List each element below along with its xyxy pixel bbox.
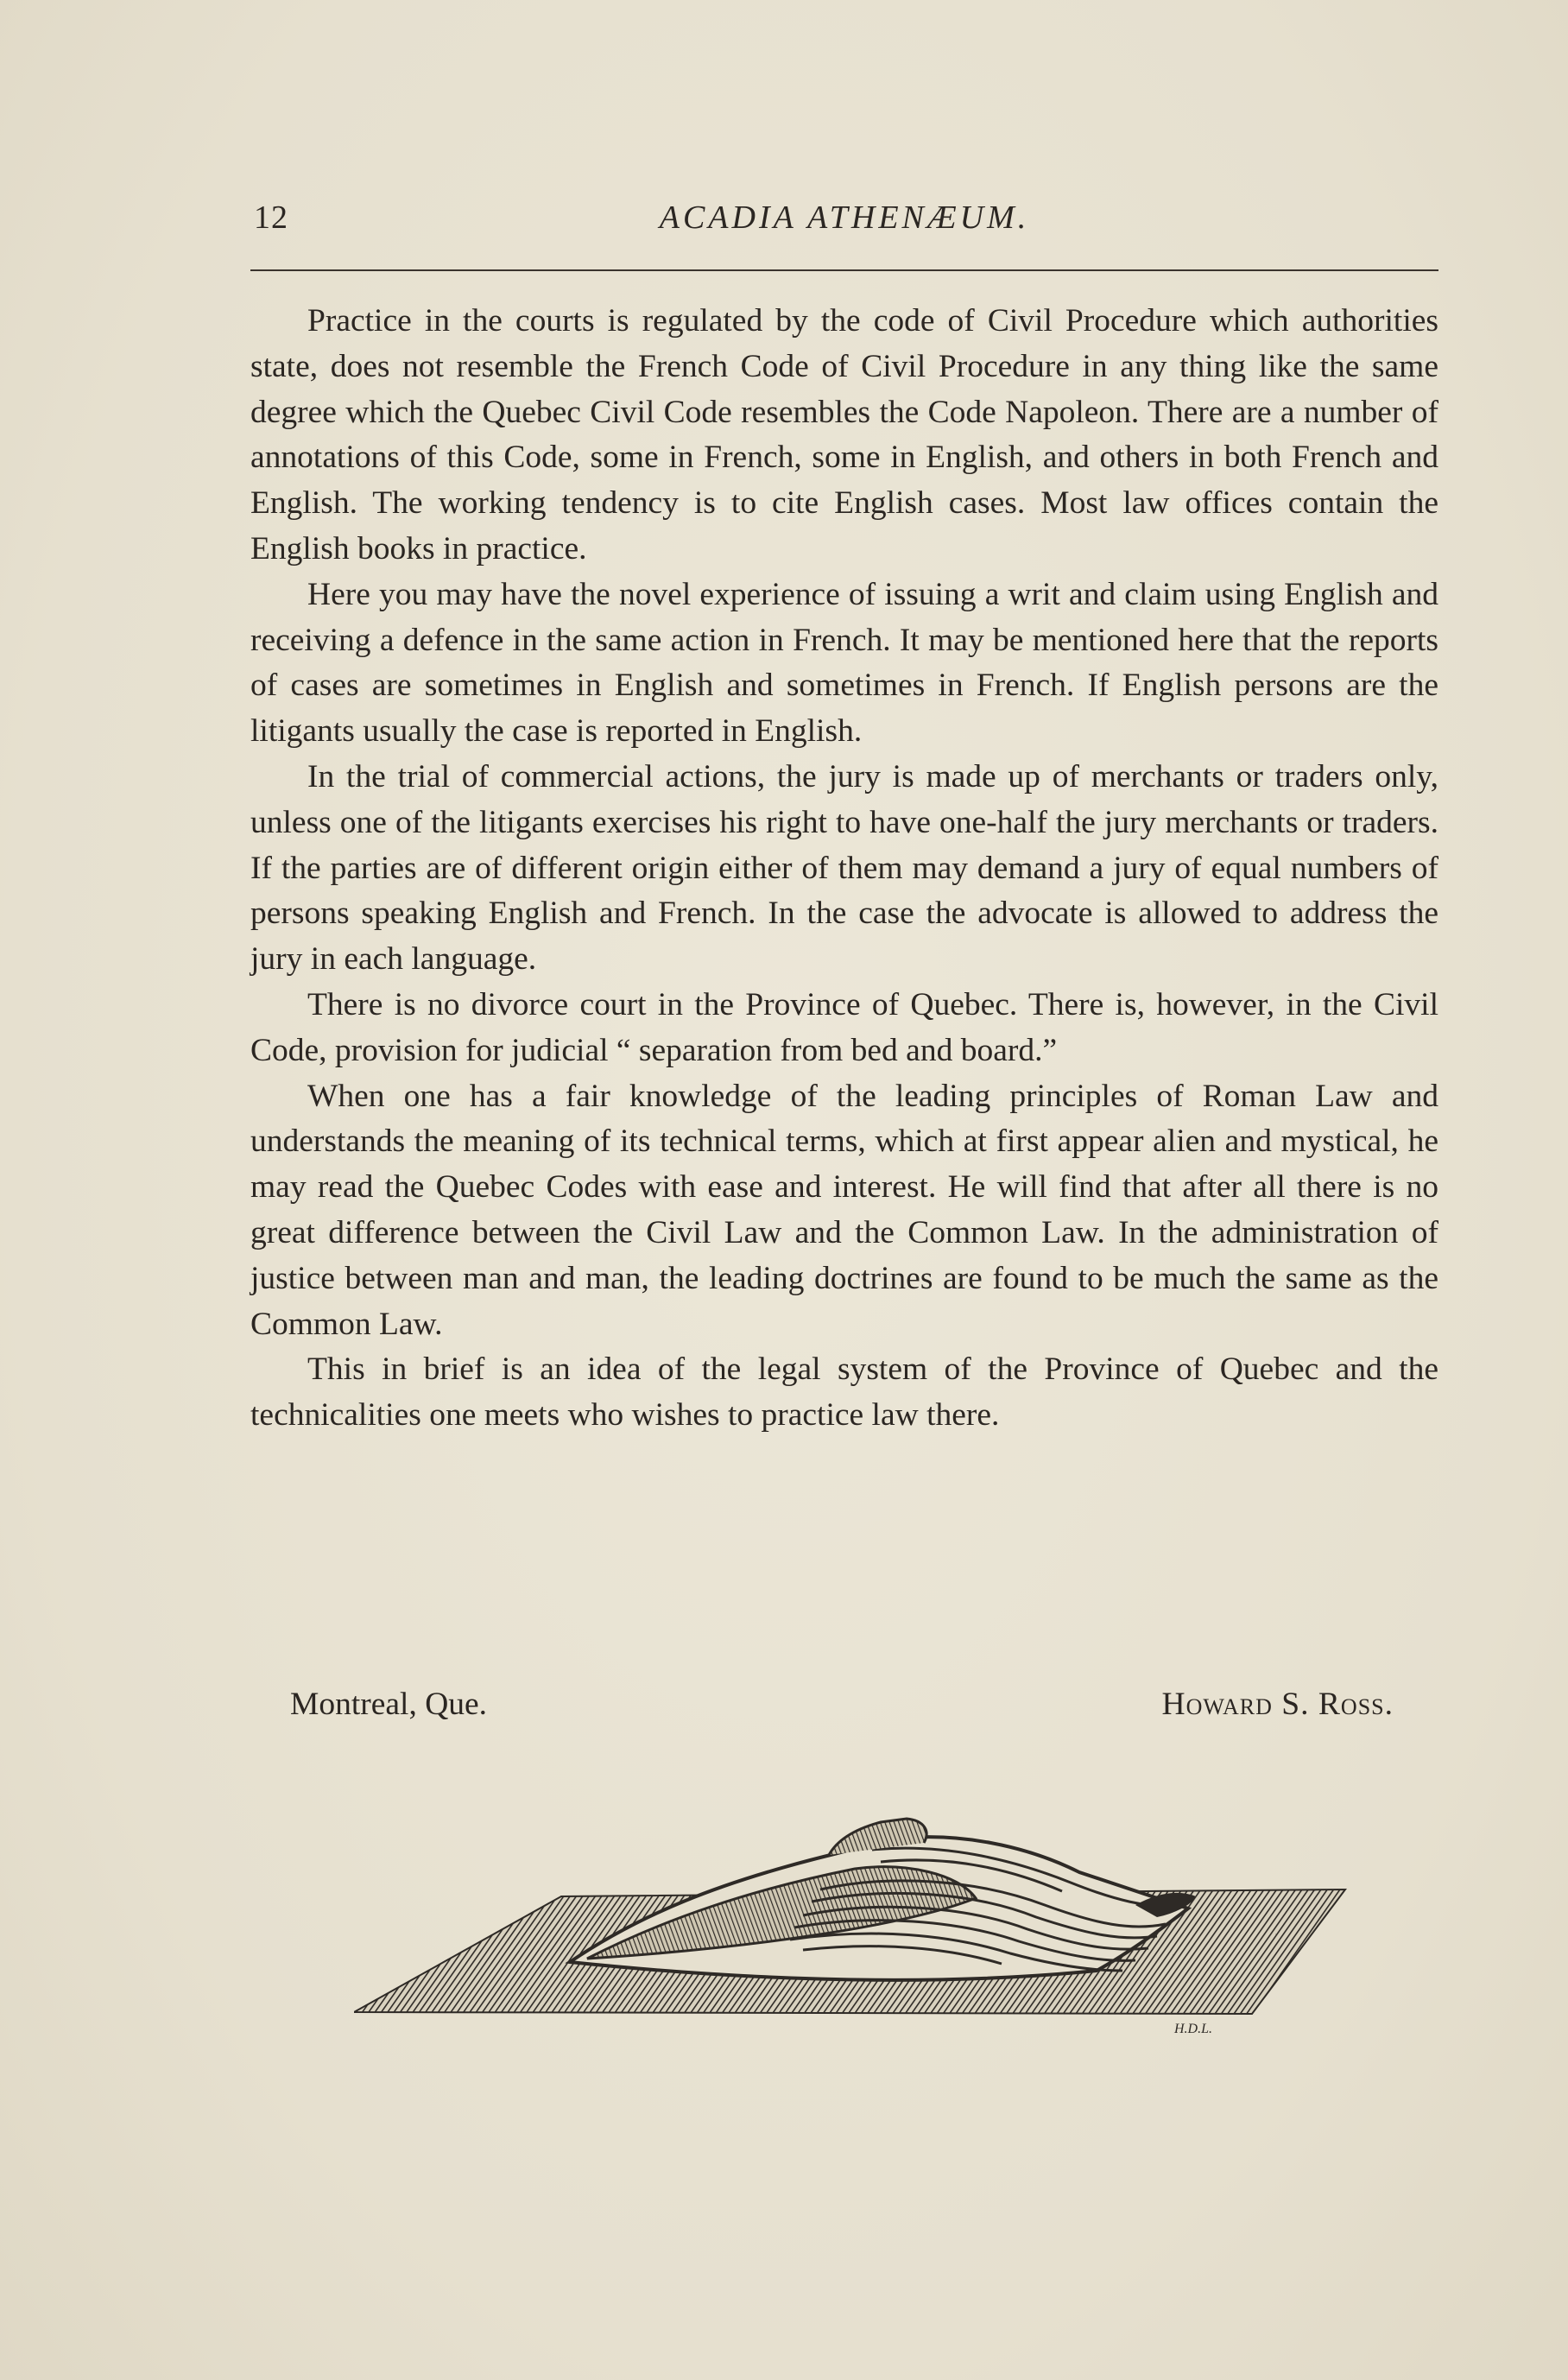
article-body [250,299,1438,1439]
signoff-author: Howard S. Ross. [1161,1687,1394,1722]
running-title: ACADIA ATHENÆUM. [659,199,1030,236]
page-number: 12 [254,199,288,236]
page-header [250,199,1438,250]
paragraph-conclusion: This in brief is an idea of the legal system of the Province of Quebec and the technicalities one meets who wishes to practice law there. [250,1351,1438,1434]
paragraph-commercial-actions: In the trial of commercial actions, the jury is made up of merchants or traders only, unless one of the litigants exercises his right to have one-half the jury merchants or traders. If the parties are of different origin either of them may demand a jury of equal numbers of persons speaking English and French. In the case the advocate is allowed to address the jury in each language. [250,758,1438,978]
ornament-initials: H.D.L. [1174,2022,1213,2036]
signoff-place: Montreal, Que. [290,1687,488,1722]
paragraph-roman-law: When one has a fair knowledge of the leading principles of Roman Law and understands the meaning of its technical terms, which at first appear alien and mystical, he may read the Quebec Codes with ease and interest. He will find that after all there is no great difference between the Civil Law and the Common Law. In the administration of justice between man and man, the leading doctrines are found to be much the same as the Common Law. [250,1078,1438,1342]
header-rule [250,269,1438,271]
signoff [250,1686,1438,1734]
paragraph-writ-and-claim: Here you may have the novel experience of issuing a writ and claim using English and receiving a defence in the same action in French. It may be mentioned here that the reports of cases are sometimes in English and sometimes in French. If English persons are the litigants usually the case is reported in English. [250,576,1438,750]
paragraph-civil-procedure: Practice in the courts is regulated by the code of Civil Procedure which authorities state, does not resemble the French Code of Civil Procedure in any thing like the same degree which the Quebec Civil Code resembles the Code Napoleon. There are a number of annotations of this Code, some in French, some in English, and others in both French and English. The working tendency is to cite English cases. Most law offices contain the English books in practice. [250,303,1438,567]
open-book-engraving-icon [354,1779,1347,2038]
paragraph-divorce-court: There is no divorce court in the Province of Quebec. There is, however, in the Civil Code, provision for judicial “ separation from bed and board.” [250,986,1438,1068]
